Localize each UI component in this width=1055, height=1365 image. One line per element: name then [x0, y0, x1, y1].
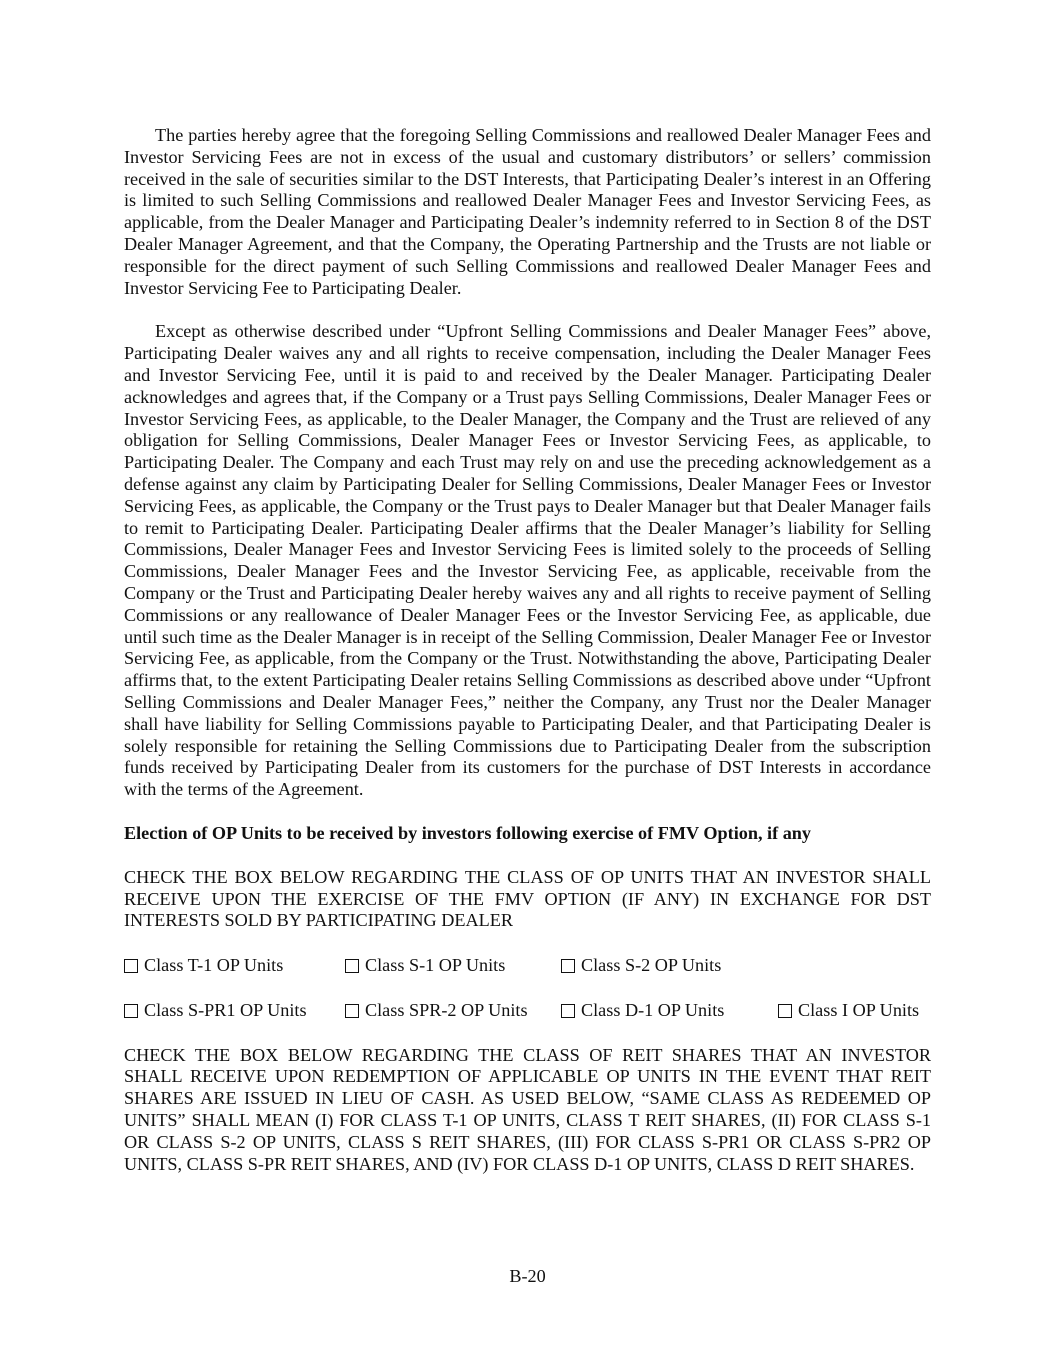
checkbox-label: Class T-1 OP Units [144, 955, 284, 976]
instruction-reit-shares: CHECK THE BOX BELOW REGARDING THE CLASS OF REIT SHARES THAT AN INVESTOR SHALL RECEIVE UPON REDEMPTION OF APPLICABLE OP UNITS IN THE EVENT THAT REIT SHARES ARE ISSUED IN LIEU OF CASH. AS USED BELOW, “SAME CLASS AS REDEEMED OP UNITS” SHALL MEAN (I) FOR CLASS T-1 OP UNITS, CLASS T REIT SHARES, (II) FOR CLASS S-1 OR CLASS S-2 OP UNITS, CLASS S REIT SHARES, (III) FOR CLASS S-PR1 OR CLASS S-PR2 OP UNITS, CLASS S-PR REIT SHARES, AND (IV) FOR CLASS D-1 OP UNITS, CLASS D REIT SHARES. [124, 1044, 931, 1174]
checkbox-label: Class S-2 OP Units [581, 955, 722, 976]
checkbox-class-spr2-op-units[interactable] [345, 1000, 561, 1022]
checkbox-icon[interactable] [561, 959, 575, 973]
document-page [124, 125, 931, 1198]
paragraph-compensation-limits: The parties hereby agree that the foregoing Selling Commissions and reallowed Dealer Manager Fees and Investor Servicing Fees are not in excess of the usual and customary distributors’ or sellers’ commission received in the sale of securities similar to the DST Interests, that Participating Dealer’s interest in an Offering is limited to such Selling Commissions and reallowed Dealer Manager Fees and Investor Servicing Fees, as applicable, from the Dealer Manager and Participating Dealer’s indemnity referred to in Section 8 of the DST Dealer Manager Agreement, and that the Company, the Operating Partnership and the Trusts are not liable or responsible for the direct payment of such Selling Commissions and reallowed Dealer Manager Fees and Investor Servicing Fee to Participating Dealer. [124, 125, 931, 298]
checkbox-label: Class D-1 OP Units [581, 999, 725, 1020]
checkbox-icon[interactable] [561, 1004, 575, 1018]
page-number: B-20 [509, 1266, 546, 1286]
checkbox-class-spr1-op-units[interactable] [124, 1000, 345, 1022]
checkbox-icon[interactable] [345, 1004, 359, 1018]
checkbox-class-s2-op-units[interactable] [561, 955, 778, 977]
checkbox-class-t1-op-units[interactable] [124, 955, 345, 977]
checkbox-icon[interactable] [345, 959, 359, 973]
checkbox-label: Class I OP Units [798, 999, 920, 1020]
checkbox-row-1 [124, 955, 931, 977]
checkbox-class-i-op-units[interactable] [778, 1000, 919, 1022]
checkbox-row-2 [124, 1000, 931, 1022]
section-heading-op-units-election: Election of OP Units to be received by investors following exercise of FMV Option, if any [124, 822, 812, 843]
checkbox-label: Class S-PR1 OP Units [144, 999, 307, 1020]
checkbox-label: Class SPR-2 OP Units [365, 999, 528, 1020]
paragraph-compensation-waiver: Except as otherwise described under “Upfront Selling Commissions and Dealer Manager Fees” above, Participating Dealer waives any and all rights to receive compensation, including the Dealer Manager Fees and Investor Servicing Fee, until it is paid to and received by the Dealer Manager. Participating Dealer acknowledges and agrees that, if the Company or a Trust pays Selling Commissions, Dealer Manager Fees or Investor Servicing Fees, as applicable, to the Dealer Manager, the Company and the Trust are relieved of any obligation for Selling Commissions, Dealer Manager Fees or Investor Servicing Fees, as applicable, to Participating Dealer. The Company and each Trust may rely on and use the preceding acknowledgement as a defense against any claim by Participating Dealer for Selling Commissions, Dealer Manager Fees or Investor Servicing Fees, as applicable, the Company or the Trust pays to Dealer Manager but that Dealer Manager fails to remit to Participating Dealer. Participating Dealer affirms that the Dealer Manager’s liability for Selling Commissions, Dealer Manager Fees and Investor Servicing Fees is limited solely to the proceeds of Selling Commissions, Dealer Manager Fees and the Investor Servicing Fee, as applicable, receivable from the Company or the Trust and Participating Dealer hereby waives any and all rights to receive payment of Selling Commissions or any reallowance of Dealer Manager Fees or the Investor Servicing Fee, as applicable, due until such time as the Dealer Manager is in receipt of the Selling Commission, Dealer Manager Fee or Investor Servicing Fee, as applicable, from the Company or the Trust. Notwithstanding the above, Participating Dealer affirms that, to the extent Participating Dealer retains Selling Commissions as described above under “Upfront Selling Commissions and Dealer Manager Fees,” neither the Company, any Trust nor the Dealer Manager shall have liability for Selling Commissions payable to Participating Dealer, and that Participating Dealer is solely responsible for retaining the Selling Commissions due to Participating Dealer from the subscription funds received by Participating Dealer from its customers for the purchase of DST Interests in accordance with the terms of the Agreement. [124, 321, 931, 800]
instruction-op-units: CHECK THE BOX BELOW REGARDING THE CLASS OF OP UNITS THAT AN INVESTOR SHALL RECEIVE UPON THE EXERCISE OF THE FMV OPTION (IF ANY) IN EXCHANGE FOR DST INTERESTS SOLD BY PARTICIPATING DEALER [124, 866, 931, 931]
checkbox-icon[interactable] [124, 1004, 138, 1018]
checkbox-icon[interactable] [778, 1004, 792, 1018]
checkbox-icon[interactable] [124, 959, 138, 973]
checkbox-class-d1-op-units[interactable] [561, 1000, 778, 1022]
checkbox-label: Class S-1 OP Units [365, 955, 506, 976]
checkbox-class-s1-op-units[interactable] [345, 955, 561, 977]
